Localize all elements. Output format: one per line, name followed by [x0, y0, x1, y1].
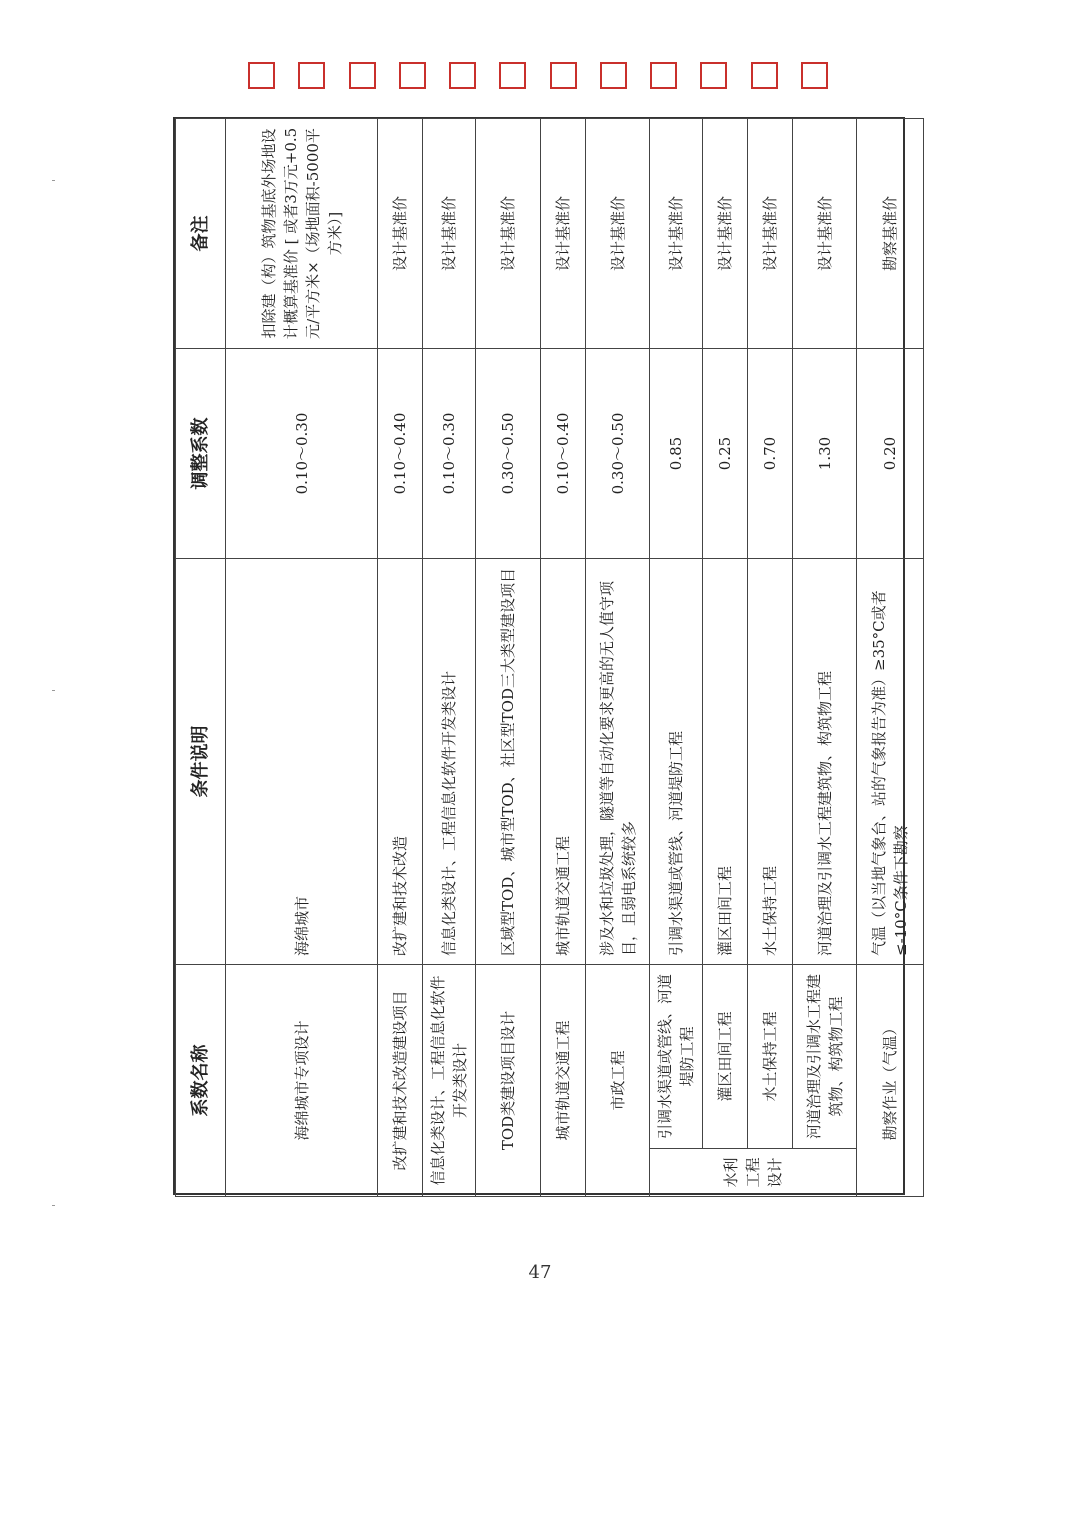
stamp-box	[248, 62, 275, 89]
row-condition: 涉及水和垃圾处理，隧道等自动化要求更高的无人值守项目，且弱电系统较多	[586, 559, 650, 965]
row-condition: 引调水渠道或管线、河道堤防工程	[650, 559, 703, 965]
row-coefficient: 0.30～0.50	[476, 349, 541, 559]
margin-mark	[52, 690, 55, 691]
row-condition: 气温（以当地气象台、站的气象报告为准）≥35°C或者≤-10°C条件下勘察	[857, 559, 924, 965]
row-name: 水土保持工程	[748, 965, 793, 1149]
margin-mark	[52, 1205, 55, 1206]
stamp-box	[650, 62, 677, 89]
row-condition: 信息化类设计、工程信息化软件开发类设计	[423, 559, 476, 965]
header-coefficient: 调整系数	[176, 349, 226, 559]
row-name: 海绵城市专项设计	[226, 965, 378, 1197]
table-row	[586, 119, 650, 1197]
table-row	[857, 119, 924, 1197]
stamp-box	[449, 62, 476, 89]
row-name: TOD类建设项目设计	[476, 965, 541, 1197]
row-name: 市政工程	[586, 965, 650, 1197]
water-group-label: 水利工程设计	[650, 1149, 857, 1197]
rotated-table-container	[175, 119, 910, 1197]
row-remark: 设计基准价	[748, 119, 793, 349]
table-row	[226, 119, 378, 1197]
header-remark: 备注	[176, 119, 226, 349]
stamp-box	[751, 62, 778, 89]
table-row	[650, 119, 703, 1197]
page-number: 47	[528, 1262, 552, 1283]
stamp-box	[550, 62, 577, 89]
row-coefficient: 0.10～0.30	[226, 349, 378, 559]
table-row	[378, 119, 423, 1197]
row-remark: 设计基准价	[476, 119, 541, 349]
row-remark: 设计基准价	[650, 119, 703, 349]
row-remark: 设计基准价	[703, 119, 748, 349]
row-name: 信息化类设计、工程信息化软件开发类设计	[423, 965, 476, 1197]
stamp-box	[700, 62, 727, 89]
row-remark: 勘察基准价	[857, 119, 924, 349]
coefficient-table-frame	[173, 117, 910, 1195]
stamp-box	[499, 62, 526, 89]
row-remark: 设计基准价	[378, 119, 423, 349]
table-row	[423, 119, 476, 1197]
table-header-row	[176, 119, 226, 1197]
row-condition: 河道治理及引调水工程建筑物、构筑物工程	[793, 559, 857, 965]
row-condition: 海绵城市	[226, 559, 378, 965]
row-coefficient: 0.10～0.30	[423, 349, 476, 559]
row-name: 改扩建和技术改造建设项目	[378, 965, 423, 1197]
stamp-box	[298, 62, 325, 89]
row-coefficient: 0.20	[857, 349, 924, 559]
row-coefficient: 0.25	[703, 349, 748, 559]
row-remark: 设计基准价	[586, 119, 650, 349]
row-condition: 城市轨道交通工程	[541, 559, 586, 965]
row-coefficient: 1.30	[793, 349, 857, 559]
table-row	[793, 119, 857, 1197]
coefficient-table	[175, 118, 924, 1197]
stamp-box	[600, 62, 627, 89]
stamp-box	[399, 62, 426, 89]
row-remark: 扣除建（构）筑物基底外场地设计概算基准价 [ 或者3万元+0.5元/平方米×（场地面积-5000平方米）]	[226, 119, 378, 349]
row-name: 河道治理及引调水工程建筑物、构筑物工程	[793, 965, 857, 1149]
header-condition: 条件说明	[176, 559, 226, 965]
row-condition: 改扩建和技术改造	[378, 559, 423, 965]
row-coefficient: 0.70	[748, 349, 793, 559]
stamp-box	[801, 62, 828, 89]
row-condition: 水土保持工程	[748, 559, 793, 965]
table-row	[703, 119, 748, 1197]
row-remark: 设计基准价	[423, 119, 476, 349]
row-condition: 灌区田间工程	[703, 559, 748, 965]
header-name: 系数名称	[176, 965, 226, 1197]
row-coefficient: 0.30～0.50	[586, 349, 650, 559]
row-condition: 区域型TOD、城市型TOD、社区型TOD三大类型建设项目	[476, 559, 541, 965]
margin-mark	[52, 180, 55, 181]
row-coefficient: 0.10～0.40	[541, 349, 586, 559]
row-name: 城市轨道交通工程	[541, 965, 586, 1197]
row-remark: 设计基准价	[793, 119, 857, 349]
row-coefficient: 0.10～0.40	[378, 349, 423, 559]
row-name: 勘察作业（气温）	[857, 965, 924, 1197]
header-stamp-row	[248, 62, 828, 96]
table-row	[541, 119, 586, 1197]
table-row	[748, 119, 793, 1197]
row-name: 引调水渠道或管线、河道堤防工程	[650, 965, 703, 1149]
row-name: 灌区田间工程	[703, 965, 748, 1149]
row-remark: 设计基准价	[541, 119, 586, 349]
row-coefficient: 0.85	[650, 349, 703, 559]
stamp-box	[349, 62, 376, 89]
table-row	[476, 119, 541, 1197]
